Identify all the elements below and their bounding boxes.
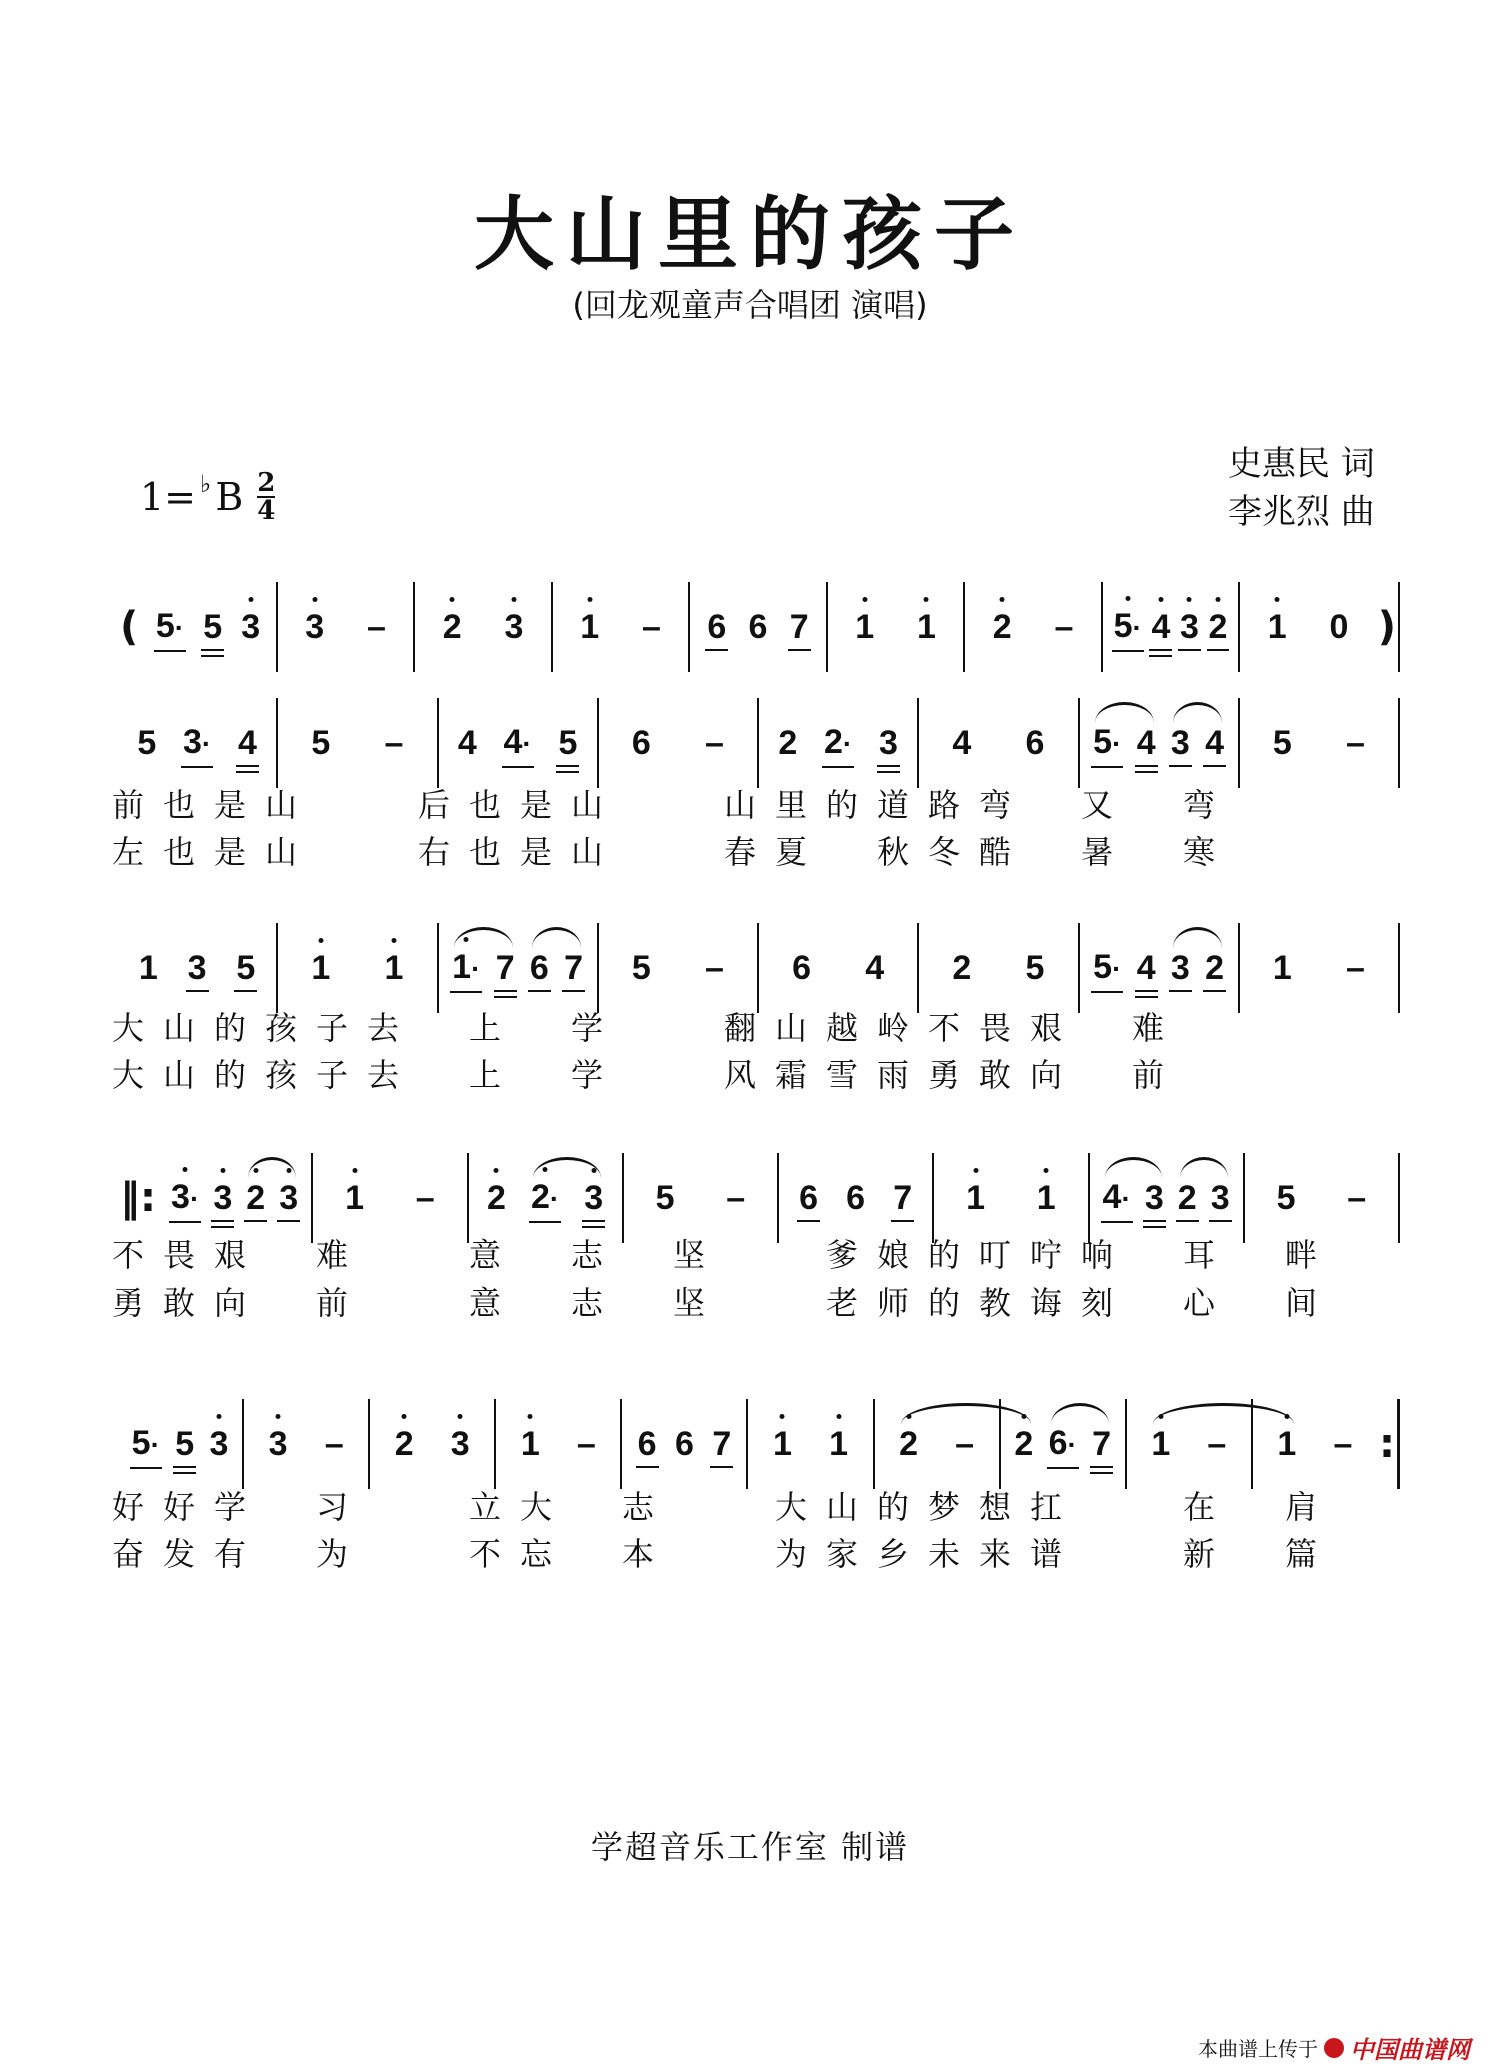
note: 1: [1275, 1424, 1298, 1464]
lyric-line: 不畏艰 难 意 志 坚 爹娘的叮咛响 耳 畔: [112, 1236, 1337, 1274]
underline: [173, 1466, 196, 1468]
underline: [277, 1220, 300, 1222]
measure: [1101, 582, 1239, 672]
note: 2: [897, 1424, 920, 1464]
note: 1: [1035, 1178, 1058, 1218]
measure: [1238, 698, 1398, 788]
row-prefix: ‖:: [120, 1175, 156, 1221]
dash: –: [726, 1179, 746, 1217]
underline: [1178, 649, 1201, 651]
note: 6: [674, 1425, 694, 1463]
note: 6: [797, 1178, 820, 1218]
underline: [788, 649, 811, 651]
staff-row: [118, 923, 1400, 1013]
dash: –: [1207, 1425, 1227, 1463]
note: 3: [239, 607, 262, 647]
underline: [1207, 649, 1230, 651]
note: 4: [1203, 723, 1226, 763]
underline: [130, 1467, 162, 1469]
octave-dot: [402, 1414, 407, 1419]
octave-dot: [1125, 596, 1130, 601]
composer: 李兆烈 曲: [1228, 492, 1375, 532]
dash: –: [415, 1179, 435, 1217]
underline: [556, 765, 579, 767]
note: 3: [449, 1424, 472, 1464]
underline: [494, 990, 517, 992]
note: 5·: [130, 1423, 162, 1465]
note: 7: [562, 948, 585, 988]
octave-dot: [1158, 597, 1163, 602]
measure: [688, 582, 826, 672]
note: 6: [748, 608, 768, 646]
note: 7: [494, 948, 517, 988]
dash: –: [324, 1425, 344, 1463]
underline: [1209, 1220, 1232, 1222]
underline: [234, 990, 257, 992]
note: 2: [441, 607, 464, 647]
note: 4: [457, 724, 477, 762]
key-label: 1=: [140, 475, 197, 519]
underline: [582, 1220, 605, 1222]
site-name[interactable]: 中国曲谱网: [1350, 2036, 1470, 2064]
underline: [211, 1226, 234, 1228]
note: 0: [1329, 608, 1349, 646]
note: 3·: [169, 1177, 201, 1219]
time-signature: [257, 470, 275, 524]
underline: [181, 766, 213, 768]
note: 4: [236, 723, 259, 763]
barline: [1398, 923, 1400, 1013]
underline: [169, 1221, 201, 1223]
underline: [1203, 990, 1226, 992]
engraver-credit: 学超音乐工作室 制谱: [590, 1828, 910, 1866]
octave-dot: [1215, 597, 1220, 602]
note: 3: [1178, 607, 1201, 647]
note: 1: [343, 1178, 366, 1218]
measure: [917, 698, 1077, 788]
dash: –: [955, 1425, 975, 1463]
note: 5: [311, 724, 331, 762]
note: 3: [207, 1424, 230, 1464]
note: 2·: [822, 722, 854, 764]
dash: –: [1347, 1179, 1367, 1217]
measure: [597, 923, 757, 1013]
note: 5: [655, 1179, 675, 1217]
note: 1: [1266, 607, 1289, 647]
key-note: B: [215, 475, 244, 519]
underline: [450, 991, 482, 993]
barline: [1398, 1153, 1400, 1243]
measure: [620, 1399, 746, 1489]
underline: [1091, 766, 1123, 768]
underline: [211, 1220, 234, 1222]
note: 3: [186, 948, 209, 988]
octave-dot: [318, 938, 323, 943]
dash: –: [704, 949, 724, 987]
underline: [1135, 990, 1158, 992]
note: 6: [528, 948, 551, 988]
flat-sign: ♭: [200, 470, 212, 498]
measure: [757, 923, 917, 1013]
underline: [1112, 650, 1144, 652]
underline: [877, 771, 900, 773]
underline: [1090, 1466, 1113, 1468]
note: 7: [1090, 1424, 1113, 1464]
underline: [562, 990, 585, 992]
barline: [1398, 698, 1400, 788]
note: 3: [267, 1424, 290, 1464]
row-suffix: :: [1378, 1421, 1395, 1467]
final-barline: [1397, 1399, 1400, 1489]
octave-dot: [1044, 1168, 1049, 1173]
staff-row: [118, 698, 1400, 788]
underline: [705, 649, 728, 651]
lyric-line: 左也是山 右也是山 春夏 秋冬酷 暑 寒: [112, 833, 1235, 871]
note: 1: [382, 948, 405, 988]
lyric-line: 前也是山 后也是山 山里的道路弯 又 弯: [112, 786, 1235, 824]
note: 2·: [529, 1177, 561, 1219]
octave-dot: [511, 597, 516, 602]
time-bottom: 4: [257, 496, 276, 526]
note: 2: [393, 1424, 416, 1464]
octave-dot: [458, 1414, 463, 1419]
dash: –: [576, 1425, 596, 1463]
measure: [1238, 923, 1398, 1013]
note: 4: [865, 949, 885, 987]
barline: [1398, 582, 1400, 672]
octave-dot: [220, 1168, 225, 1173]
note: 3: [1209, 1178, 1232, 1218]
underline: [1047, 1467, 1079, 1469]
note: 5: [173, 1424, 196, 1464]
dash: –: [1333, 1425, 1353, 1463]
note: 2: [778, 724, 798, 762]
underline: [822, 766, 854, 768]
measure: [437, 698, 597, 788]
underline: [529, 1221, 561, 1223]
octave-dot: [1187, 597, 1192, 602]
lyric-line: 大山的孩子去 上 学 风霜雪雨勇敢向 前: [112, 1056, 1184, 1094]
underline: [1143, 1220, 1166, 1222]
octave-dot: [587, 597, 592, 602]
note: 3: [1143, 1178, 1166, 1218]
measure: [746, 1399, 872, 1489]
lyric-line: 奋发有 为 不忘 本 为家乡未来谱 新 篇: [112, 1535, 1337, 1573]
underline: [1176, 1220, 1199, 1222]
measure: [963, 582, 1101, 672]
credits: [1228, 440, 1375, 536]
underline: [891, 1220, 914, 1222]
note: 1: [853, 607, 876, 647]
note: 3: [877, 723, 900, 763]
time-top: 2: [257, 468, 276, 498]
octave-dot: [312, 597, 317, 602]
note: 3: [277, 1178, 300, 1218]
note: 1: [771, 1424, 794, 1464]
note: 4: [1149, 607, 1172, 647]
row-suffix: ): [1377, 604, 1397, 650]
underline: [710, 1466, 733, 1468]
note: 4: [952, 724, 972, 762]
underline: [556, 771, 579, 773]
measure: [118, 698, 276, 788]
row-prefix: (: [120, 604, 139, 650]
note: 5: [631, 949, 651, 987]
dash: –: [1345, 949, 1365, 987]
note: 7: [788, 607, 811, 647]
octave-dot: [352, 1168, 357, 1173]
underline: [1135, 771, 1158, 773]
underline: [186, 990, 209, 992]
octave-dot: [1275, 597, 1280, 602]
underline: [201, 655, 224, 657]
note: 2: [991, 607, 1014, 647]
underline: [797, 1220, 820, 1222]
note: 5: [1276, 1179, 1296, 1217]
note: 3: [502, 607, 525, 647]
underline: [154, 650, 186, 652]
octave-dot: [276, 1414, 281, 1419]
underline: [582, 1226, 605, 1228]
measure: [917, 923, 1077, 1013]
staff-row: [118, 582, 1400, 672]
note: 5: [201, 607, 224, 647]
underline: [1143, 1226, 1166, 1228]
measure: [276, 698, 436, 788]
underline: [1135, 996, 1158, 998]
note: 1: [915, 607, 938, 647]
underline: [1101, 1221, 1133, 1223]
measure: [551, 582, 689, 672]
note: 6: [631, 724, 651, 762]
note: 4: [1135, 948, 1158, 988]
staff-row: [118, 1399, 1400, 1489]
underline: [877, 765, 900, 767]
underline: [236, 765, 259, 767]
note: 1: [578, 607, 601, 647]
note: 1: [1272, 949, 1292, 987]
note: 6: [846, 1179, 866, 1217]
note: 5·: [1112, 606, 1144, 648]
underline: [528, 990, 551, 992]
measure: [140, 582, 276, 672]
underline: [1149, 649, 1172, 651]
underline: [636, 1466, 659, 1468]
measure: [494, 1399, 620, 1489]
lyric-line: 好好学 习 立大 志 大山的梦想扛 在 肩: [112, 1488, 1337, 1526]
underline: [1090, 1472, 1113, 1474]
note: 2: [1176, 1178, 1199, 1218]
note: 2: [1207, 607, 1230, 647]
underline: [1091, 991, 1123, 993]
note: 3: [211, 1178, 234, 1218]
underline: [1169, 765, 1192, 767]
octave-dot: [450, 597, 455, 602]
note: 5·: [1091, 722, 1123, 764]
note: 5: [556, 723, 579, 763]
lyric-line: 勇敢向 前 意 志 坚 老师的教诲刻 心 间: [112, 1284, 1337, 1322]
dash: –: [384, 724, 404, 762]
note: 3·: [181, 722, 213, 764]
dash: –: [366, 608, 386, 646]
note: 5·: [154, 606, 186, 648]
note: 4: [1135, 723, 1158, 763]
note: 6: [705, 607, 728, 647]
note: 3: [303, 607, 326, 647]
note: 2: [1203, 948, 1226, 988]
octave-dot: [528, 1414, 533, 1419]
measure: [118, 923, 276, 1013]
note: 1: [309, 948, 332, 988]
note: 2: [952, 949, 972, 987]
note: 1: [964, 1178, 987, 1218]
octave-dot: [862, 597, 867, 602]
note: 4·: [1101, 1177, 1133, 1219]
note: 1·: [450, 947, 482, 989]
octave-dot: [248, 597, 253, 602]
note: 7: [710, 1424, 733, 1464]
dash: –: [1345, 724, 1365, 762]
octave-dot: [494, 1168, 499, 1173]
note: 5: [1025, 949, 1045, 987]
note: 5: [1272, 724, 1292, 762]
octave-dot: [924, 597, 929, 602]
note: 2: [244, 1178, 267, 1218]
octave-dot: [216, 1414, 221, 1419]
measure: [276, 582, 414, 672]
octave-dot: [836, 1414, 841, 1419]
octave-dot: [183, 1167, 188, 1172]
note: 1: [138, 949, 158, 987]
upload-notice: [1198, 2030, 1470, 2065]
octave-dot: [780, 1414, 785, 1419]
lyric-line: 大山的孩子去 上 学 翻山越岭不畏艰 难: [112, 1009, 1184, 1047]
dash: –: [641, 608, 661, 646]
note: 1: [519, 1424, 542, 1464]
note: 3: [1169, 948, 1192, 988]
measure: [276, 923, 436, 1013]
underline: [1169, 990, 1192, 992]
note: 2: [1012, 1424, 1035, 1464]
performer-subtitle: (回龙观童声合唱团 演唱): [572, 286, 928, 324]
note: 6: [1025, 724, 1045, 762]
measure: [597, 698, 757, 788]
octave-dot: [1000, 597, 1005, 602]
key-signature: [140, 470, 275, 524]
note: 6: [792, 949, 812, 987]
note: 3: [582, 1178, 605, 1218]
underline: [1149, 655, 1172, 657]
note: 2: [485, 1178, 508, 1218]
note: 5: [234, 948, 257, 988]
measure: [826, 582, 964, 672]
note: 6: [636, 1424, 659, 1464]
note: 1: [1149, 1424, 1172, 1464]
note: 5: [137, 724, 157, 762]
measure: [413, 582, 551, 672]
underline: [201, 649, 224, 651]
measure: [368, 1399, 494, 1489]
underline: [1135, 765, 1158, 767]
underline: [502, 766, 534, 768]
site-logo-icon: [1324, 2038, 1344, 2058]
octave-dot: [391, 938, 396, 943]
underline: [236, 771, 259, 773]
octave-dot: [973, 1168, 978, 1173]
song-title: 大山里的孩子: [474, 188, 1026, 281]
measure: [242, 1399, 368, 1489]
note: 4·: [502, 722, 534, 764]
note: 7: [891, 1178, 914, 1218]
note: 3: [1169, 723, 1192, 763]
dash: –: [1054, 608, 1074, 646]
underline: [1203, 765, 1226, 767]
underline: [494, 996, 517, 998]
underline: [244, 1220, 267, 1222]
note: 5·: [1091, 947, 1123, 989]
measure: [118, 1399, 242, 1489]
measure: [757, 698, 917, 788]
upload-text: 本曲谱上传于: [1198, 2037, 1318, 2061]
lyricist: 史惠民 词: [1228, 444, 1375, 484]
underline: [173, 1472, 196, 1474]
dash: –: [704, 724, 724, 762]
note: 1: [827, 1424, 850, 1464]
measure: [1238, 582, 1376, 672]
note: 6·: [1047, 1423, 1079, 1465]
